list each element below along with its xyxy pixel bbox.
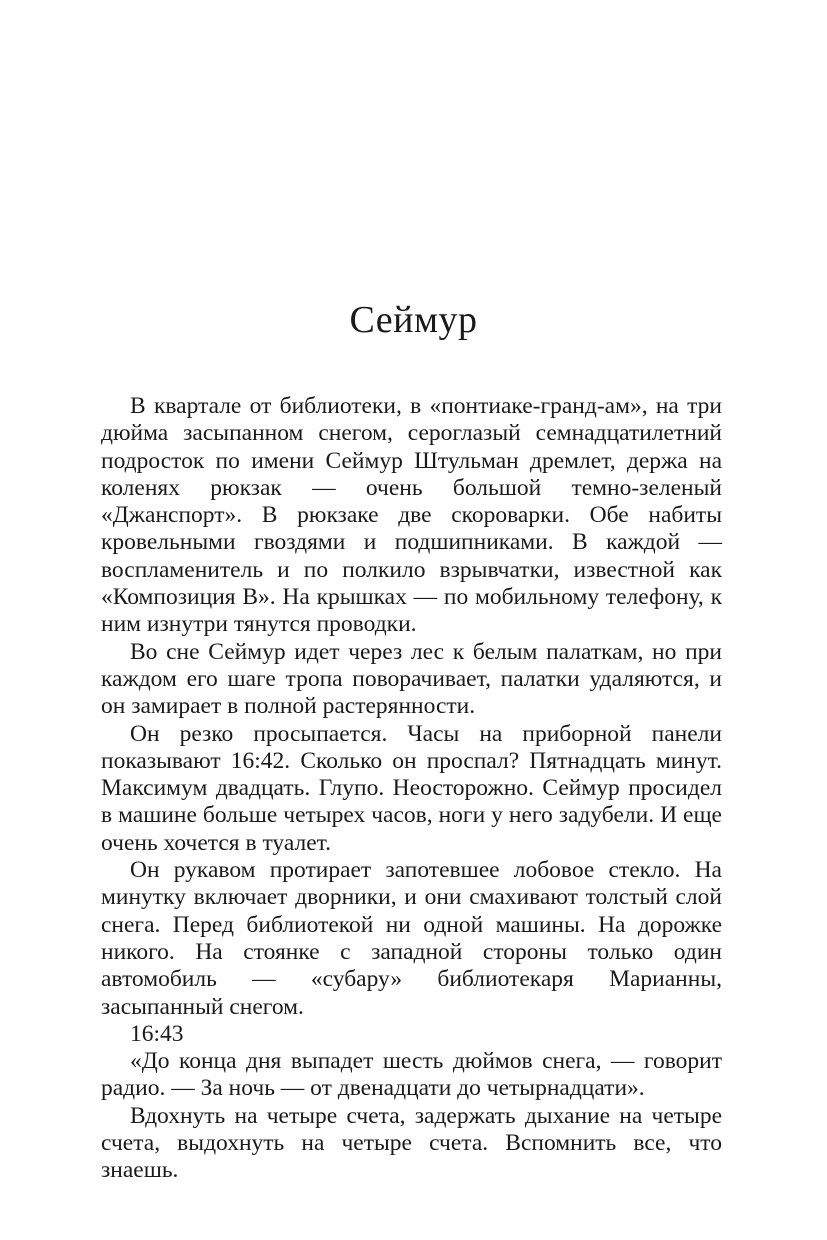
paragraph-3: Он резко просыпается. Часы на приборной панели показывают 16:42. Сколько он проспал? Пятнадцать минут. Максимум двадцать. Глупо. Неосторожно. Сеймур просидел в машине больше четырех часов, ноги у него задубели. И еще очень хочется в туалет. bbox=[101, 720, 722, 856]
chapter-title: Сеймур bbox=[349, 299, 478, 341]
paragraph-2: Во сне Сеймур идет через лес к белым палаткам, но при каждом его шаге тропа поворачивает, палатки удаляются, и он замирает в полной растерянности. bbox=[101, 638, 722, 720]
paragraph-5-time: 16:43 bbox=[130, 1020, 184, 1047]
paragraph-7: Вдохнуть на четыре счета, задержать дыхание на четыре счета, выдохнуть на четыре счета. Вспомнить все, что знаешь. bbox=[101, 1102, 722, 1184]
paragraph-1: В квартале от библиотеки, в «понтиаке-гранд-ам», на три дюйма засыпанном снегом, сероглазый семнадцатилетний подросток по имени Сеймур Штульман дремлет, держа на коленях рюкзак — очень большой темно-зеленый «Джанспорт». В рюкзаке две скороварки. Обе набиты кровельными гвоздями и подшипниками. В каждой — воспламенитель и по полкило взрывчатки, известной как «Композиция B». На крышках — по мобильному телефону, к ним изнутри тянутся проводки. bbox=[101, 393, 722, 638]
body-text bbox=[101, 393, 722, 1185]
paragraph-4: Он рукавом протирает запотевшее лобовое стекло. На минутку включает дворники, и они смахивают толстый слой снега. Перед библиотекой ни одной машины. На дорожке никого. На стоянке с западной стороны только один автомобиль — «субару» библиотекаря Марианны, засыпанный снегом. bbox=[101, 857, 722, 1020]
paragraph-6: «До конца дня выпадет шесть дюймов снега, — говорит радио. — За ночь — от двенадцати до четырнадцати». bbox=[101, 1048, 722, 1102]
